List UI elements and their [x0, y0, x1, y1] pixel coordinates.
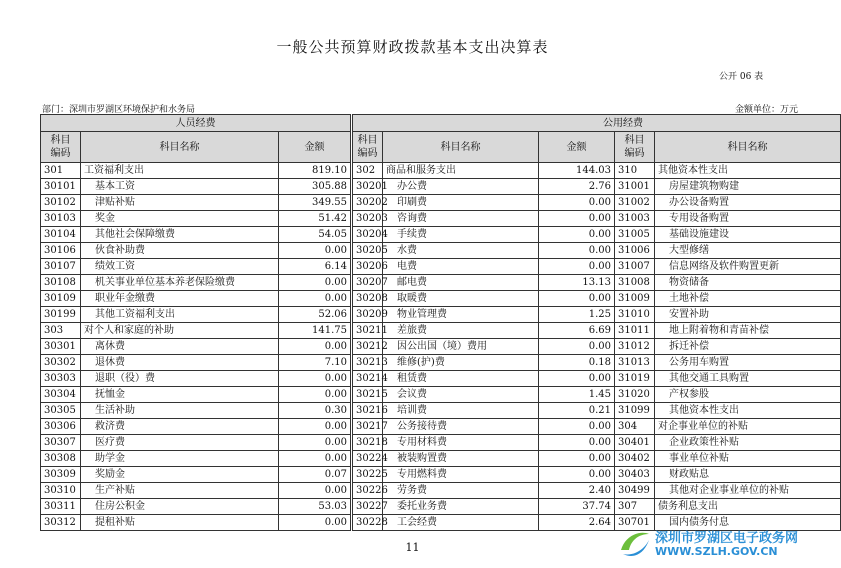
table-row [41, 211, 841, 227]
name-cell: 被装购置费 [383, 451, 539, 467]
amount-cell: 2.76 [539, 179, 615, 195]
amount-cell: 0.00 [279, 339, 351, 355]
name-cell: 公务用车购置 [655, 355, 841, 371]
name-cell: 物业管理费 [383, 307, 539, 323]
amount-cell: 141.75 [279, 323, 351, 339]
name-cell: 办公设备购置 [655, 195, 841, 211]
name-cell: 工会经费 [383, 515, 539, 531]
code-cell: 30202 [353, 195, 383, 211]
code-cell: 30204 [353, 227, 383, 243]
code-cell: 30104 [41, 227, 81, 243]
public-group-header: 公用经费 [353, 115, 841, 132]
table-row [41, 339, 841, 355]
code-cell: 30310 [41, 483, 81, 499]
amount-cell: 144.03 [539, 163, 615, 179]
code-cell: 31099 [615, 403, 655, 419]
name-cell: 绩效工资 [81, 259, 279, 275]
table-row [41, 419, 841, 435]
name-cell: 手续费 [383, 227, 539, 243]
amount-cell: 0.00 [279, 515, 351, 531]
amount-cell: 0.00 [279, 243, 351, 259]
code-header: 科目 编码 [41, 132, 81, 163]
name-cell: 咨询费 [383, 211, 539, 227]
name-cell: 取暖费 [383, 291, 539, 307]
amount-cell: 819.10 [279, 163, 351, 179]
amount-cell: 349.55 [279, 195, 351, 211]
amount-cell: 0.07 [279, 467, 351, 483]
code-cell: 31011 [615, 323, 655, 339]
code-cell: 30214 [353, 371, 383, 387]
code-cell: 30301 [41, 339, 81, 355]
code-cell: 304 [615, 419, 655, 435]
table-row [41, 403, 841, 419]
name-cell: 事业单位补贴 [655, 451, 841, 467]
code-cell: 30306 [41, 419, 81, 435]
name-cell: 抚恤金 [81, 387, 279, 403]
name-cell: 其他资本性支出 [655, 163, 841, 179]
code-cell: 30106 [41, 243, 81, 259]
name-cell: 伙食补助费 [81, 243, 279, 259]
name-cell: 奖励金 [81, 467, 279, 483]
code-cell: 30401 [615, 435, 655, 451]
name-cell: 提租补贴 [81, 515, 279, 531]
code-cell: 30209 [353, 307, 383, 323]
name-cell: 其他社会保障缴费 [81, 227, 279, 243]
name-cell: 国内债务付息 [655, 515, 841, 531]
name-cell: 信息网络及软件购置更新 [655, 259, 841, 275]
name-cell: 因公出国（境）费用 [383, 339, 539, 355]
name-cell: 差旅费 [383, 323, 539, 339]
page-number: 11 [405, 541, 420, 554]
name-cell: 退休费 [81, 355, 279, 371]
amount-cell: 0.00 [539, 259, 615, 275]
name-cell: 物资储备 [655, 275, 841, 291]
name-cell: 土地补偿 [655, 291, 841, 307]
table-row [41, 467, 841, 483]
code-cell: 31006 [615, 243, 655, 259]
amount-cell: 0.00 [279, 291, 351, 307]
amount-cell: 51.42 [279, 211, 351, 227]
table-row [41, 243, 841, 259]
code-cell: 30206 [353, 259, 383, 275]
amount-cell: 0.21 [539, 403, 615, 419]
amount-cell: 0.00 [539, 211, 615, 227]
personnel-group-header: 人员经费 [41, 115, 351, 132]
amount-cell: 0.00 [279, 483, 351, 499]
name-cell: 机关事业单位基本养老保险缴费 [81, 275, 279, 291]
code-cell: 31020 [615, 387, 655, 403]
amount-cell: 6.69 [539, 323, 615, 339]
table-row [41, 307, 841, 323]
table-row [41, 227, 841, 243]
name-cell: 产权参股 [655, 387, 841, 403]
code-cell: 30499 [615, 483, 655, 499]
code-cell: 31012 [615, 339, 655, 355]
amount-cell: 0.00 [539, 339, 615, 355]
code-cell: 30302 [41, 355, 81, 371]
name-cell: 其他工资福利支出 [81, 307, 279, 323]
amount-header: 金额 [539, 132, 615, 163]
amount-cell: 0.18 [539, 355, 615, 371]
code-cell: 30228 [353, 515, 383, 531]
code-cell: 31007 [615, 259, 655, 275]
name-cell: 委托业务费 [383, 499, 539, 515]
name-cell: 劳务费 [383, 483, 539, 499]
site-logo-icon [617, 526, 653, 562]
amount-cell: 0.00 [539, 291, 615, 307]
amount-cell: 0.00 [279, 371, 351, 387]
amount-cell: 0.00 [539, 371, 615, 387]
name-cell: 维修(护)费 [383, 355, 539, 371]
amount-cell: 0.00 [539, 419, 615, 435]
name-cell: 商品和服务支出 [383, 163, 539, 179]
table-row [41, 435, 841, 451]
name-cell: 退职（役）费 [81, 371, 279, 387]
name-cell: 奖金 [81, 211, 279, 227]
code-cell: 30103 [41, 211, 81, 227]
code-header: 科目 编码 [353, 132, 383, 163]
amount-cell: 2.40 [539, 483, 615, 499]
amount-cell: 37.74 [539, 499, 615, 515]
name-cell: 离休费 [81, 339, 279, 355]
name-cell: 水费 [383, 243, 539, 259]
expenditure-table-wrapper [40, 114, 825, 531]
code-cell: 31005 [615, 227, 655, 243]
code-cell: 30213 [353, 355, 383, 371]
name-cell: 生产补贴 [81, 483, 279, 499]
table-row [41, 195, 841, 211]
name-cell: 其他资本性支出 [655, 403, 841, 419]
code-cell: 30217 [353, 419, 383, 435]
amount-cell: 0.00 [539, 435, 615, 451]
table-number: 公开 06 表 [719, 72, 764, 82]
name-cell: 房屋建筑物购建 [655, 179, 841, 195]
amount-cell: 0.00 [279, 435, 351, 451]
code-cell: 31009 [615, 291, 655, 307]
code-cell: 30308 [41, 451, 81, 467]
expenditure-table [40, 114, 841, 531]
table-row [41, 499, 841, 515]
code-cell: 31002 [615, 195, 655, 211]
code-cell: 30108 [41, 275, 81, 291]
name-cell: 财政贴息 [655, 467, 841, 483]
code-cell: 302 [353, 163, 383, 179]
name-cell: 医疗费 [81, 435, 279, 451]
site-watermark [615, 522, 825, 568]
code-cell: 30226 [353, 483, 383, 499]
code-cell: 30701 [615, 515, 655, 531]
table-row [41, 323, 841, 339]
name-cell: 租赁费 [383, 371, 539, 387]
name-header: 科目名称 [383, 132, 539, 163]
code-cell: 30303 [41, 371, 81, 387]
name-cell: 对企事业单位的补贴 [655, 419, 841, 435]
code-cell: 30109 [41, 291, 81, 307]
amount-header: 金额 [279, 132, 351, 163]
amount-cell: 54.05 [279, 227, 351, 243]
watermark-site-url: WWW.SZLH.GOV.CN [655, 545, 778, 558]
name-cell: 邮电费 [383, 275, 539, 291]
name-cell: 印刷费 [383, 195, 539, 211]
name-cell: 债务利息支出 [655, 499, 841, 515]
code-cell: 30215 [353, 387, 383, 403]
name-cell: 其他交通工具购置 [655, 371, 841, 387]
name-cell: 工资福利支出 [81, 163, 279, 179]
department-label: 部门：深圳市罗湖区环境保护和水务局 [42, 105, 196, 115]
code-cell: 30216 [353, 403, 383, 419]
code-cell: 30218 [353, 435, 383, 451]
watermark-site-name: 深圳市罗湖区电子政务网 [655, 531, 799, 546]
table-row [41, 275, 841, 291]
amount-cell: 1.25 [539, 307, 615, 323]
name-cell: 地上附着物和青苗补偿 [655, 323, 841, 339]
code-cell: 30305 [41, 403, 81, 419]
code-cell: 307 [615, 499, 655, 515]
table-row [41, 355, 841, 371]
code-cell: 31008 [615, 275, 655, 291]
code-cell: 30201 [353, 179, 383, 195]
name-cell: 专用设备购置 [655, 211, 841, 227]
code-cell: 31019 [615, 371, 655, 387]
name-cell: 培训费 [383, 403, 539, 419]
code-cell: 310 [615, 163, 655, 179]
amount-cell: 0.00 [539, 451, 615, 467]
amount-cell: 52.06 [279, 307, 351, 323]
amount-cell: 0.00 [539, 195, 615, 211]
name-cell: 拆迁补偿 [655, 339, 841, 355]
table-row [41, 451, 841, 467]
code-cell: 31001 [615, 179, 655, 195]
amount-cell: 0.00 [279, 451, 351, 467]
code-header: 科目 编码 [615, 132, 655, 163]
name-cell: 大型修缮 [655, 243, 841, 259]
code-cell: 30403 [615, 467, 655, 483]
name-cell: 会议费 [383, 387, 539, 403]
code-cell: 31013 [615, 355, 655, 371]
code-cell: 30101 [41, 179, 81, 195]
amount-cell: 0.00 [279, 419, 351, 435]
name-cell: 其他对企业事业单位的补贴 [655, 483, 841, 499]
table-row [41, 483, 841, 499]
code-cell: 31010 [615, 307, 655, 323]
amount-cell: 0.00 [539, 227, 615, 243]
amount-cell: 305.88 [279, 179, 351, 195]
code-cell: 30227 [353, 499, 383, 515]
table-row [41, 291, 841, 307]
code-cell: 30402 [615, 451, 655, 467]
code-cell: 30312 [41, 515, 81, 531]
amount-cell: 13.13 [539, 275, 615, 291]
name-cell: 基本工资 [81, 179, 279, 195]
report-title: 一般公共预算财政拨款基本支出决算表 [276, 38, 549, 56]
name-header: 科目名称 [655, 132, 841, 163]
table-row [41, 371, 841, 387]
amount-cell: 53.03 [279, 499, 351, 515]
amount-cell: 1.45 [539, 387, 615, 403]
name-cell: 专用燃料费 [383, 467, 539, 483]
code-cell: 303 [41, 323, 81, 339]
name-header: 科目名称 [81, 132, 279, 163]
code-cell: 30225 [353, 467, 383, 483]
name-cell: 津贴补贴 [81, 195, 279, 211]
code-cell: 30205 [353, 243, 383, 259]
code-cell: 30309 [41, 467, 81, 483]
amount-cell: 0.00 [539, 467, 615, 483]
name-cell: 对个人和家庭的补助 [81, 323, 279, 339]
name-cell: 生活补助 [81, 403, 279, 419]
name-cell: 专用材料费 [383, 435, 539, 451]
code-cell: 30199 [41, 307, 81, 323]
amount-cell: 0.00 [539, 243, 615, 259]
name-cell: 办公费 [383, 179, 539, 195]
code-cell: 30102 [41, 195, 81, 211]
table-row [41, 163, 841, 179]
table-row [41, 179, 841, 195]
code-cell: 30224 [353, 451, 383, 467]
code-cell: 30307 [41, 435, 81, 451]
name-cell: 企业政策性补贴 [655, 435, 841, 451]
name-cell: 助学金 [81, 451, 279, 467]
unit-label: 金额单位：万元 [735, 105, 799, 115]
name-cell: 职业年金缴费 [81, 291, 279, 307]
code-cell: 30203 [353, 211, 383, 227]
table-row [41, 387, 841, 403]
table-body [41, 163, 841, 531]
code-cell: 30107 [41, 259, 81, 275]
name-cell: 公务接待费 [383, 419, 539, 435]
name-cell: 基础设施建设 [655, 227, 841, 243]
amount-cell: 0.00 [279, 387, 351, 403]
code-cell: 301 [41, 163, 81, 179]
amount-cell: 0.00 [279, 275, 351, 291]
code-cell: 30311 [41, 499, 81, 515]
code-cell: 30212 [353, 339, 383, 355]
table-row [41, 259, 841, 275]
amount-cell: 7.10 [279, 355, 351, 371]
code-cell: 30304 [41, 387, 81, 403]
code-cell: 30208 [353, 291, 383, 307]
amount-cell: 6.14 [279, 259, 351, 275]
code-cell: 30207 [353, 275, 383, 291]
name-cell: 救济费 [81, 419, 279, 435]
amount-cell: 2.64 [539, 515, 615, 531]
name-cell: 安置补助 [655, 307, 841, 323]
code-cell: 31003 [615, 211, 655, 227]
name-cell: 电费 [383, 259, 539, 275]
name-cell: 住房公积金 [81, 499, 279, 515]
code-cell: 30211 [353, 323, 383, 339]
amount-cell: 0.30 [279, 403, 351, 419]
